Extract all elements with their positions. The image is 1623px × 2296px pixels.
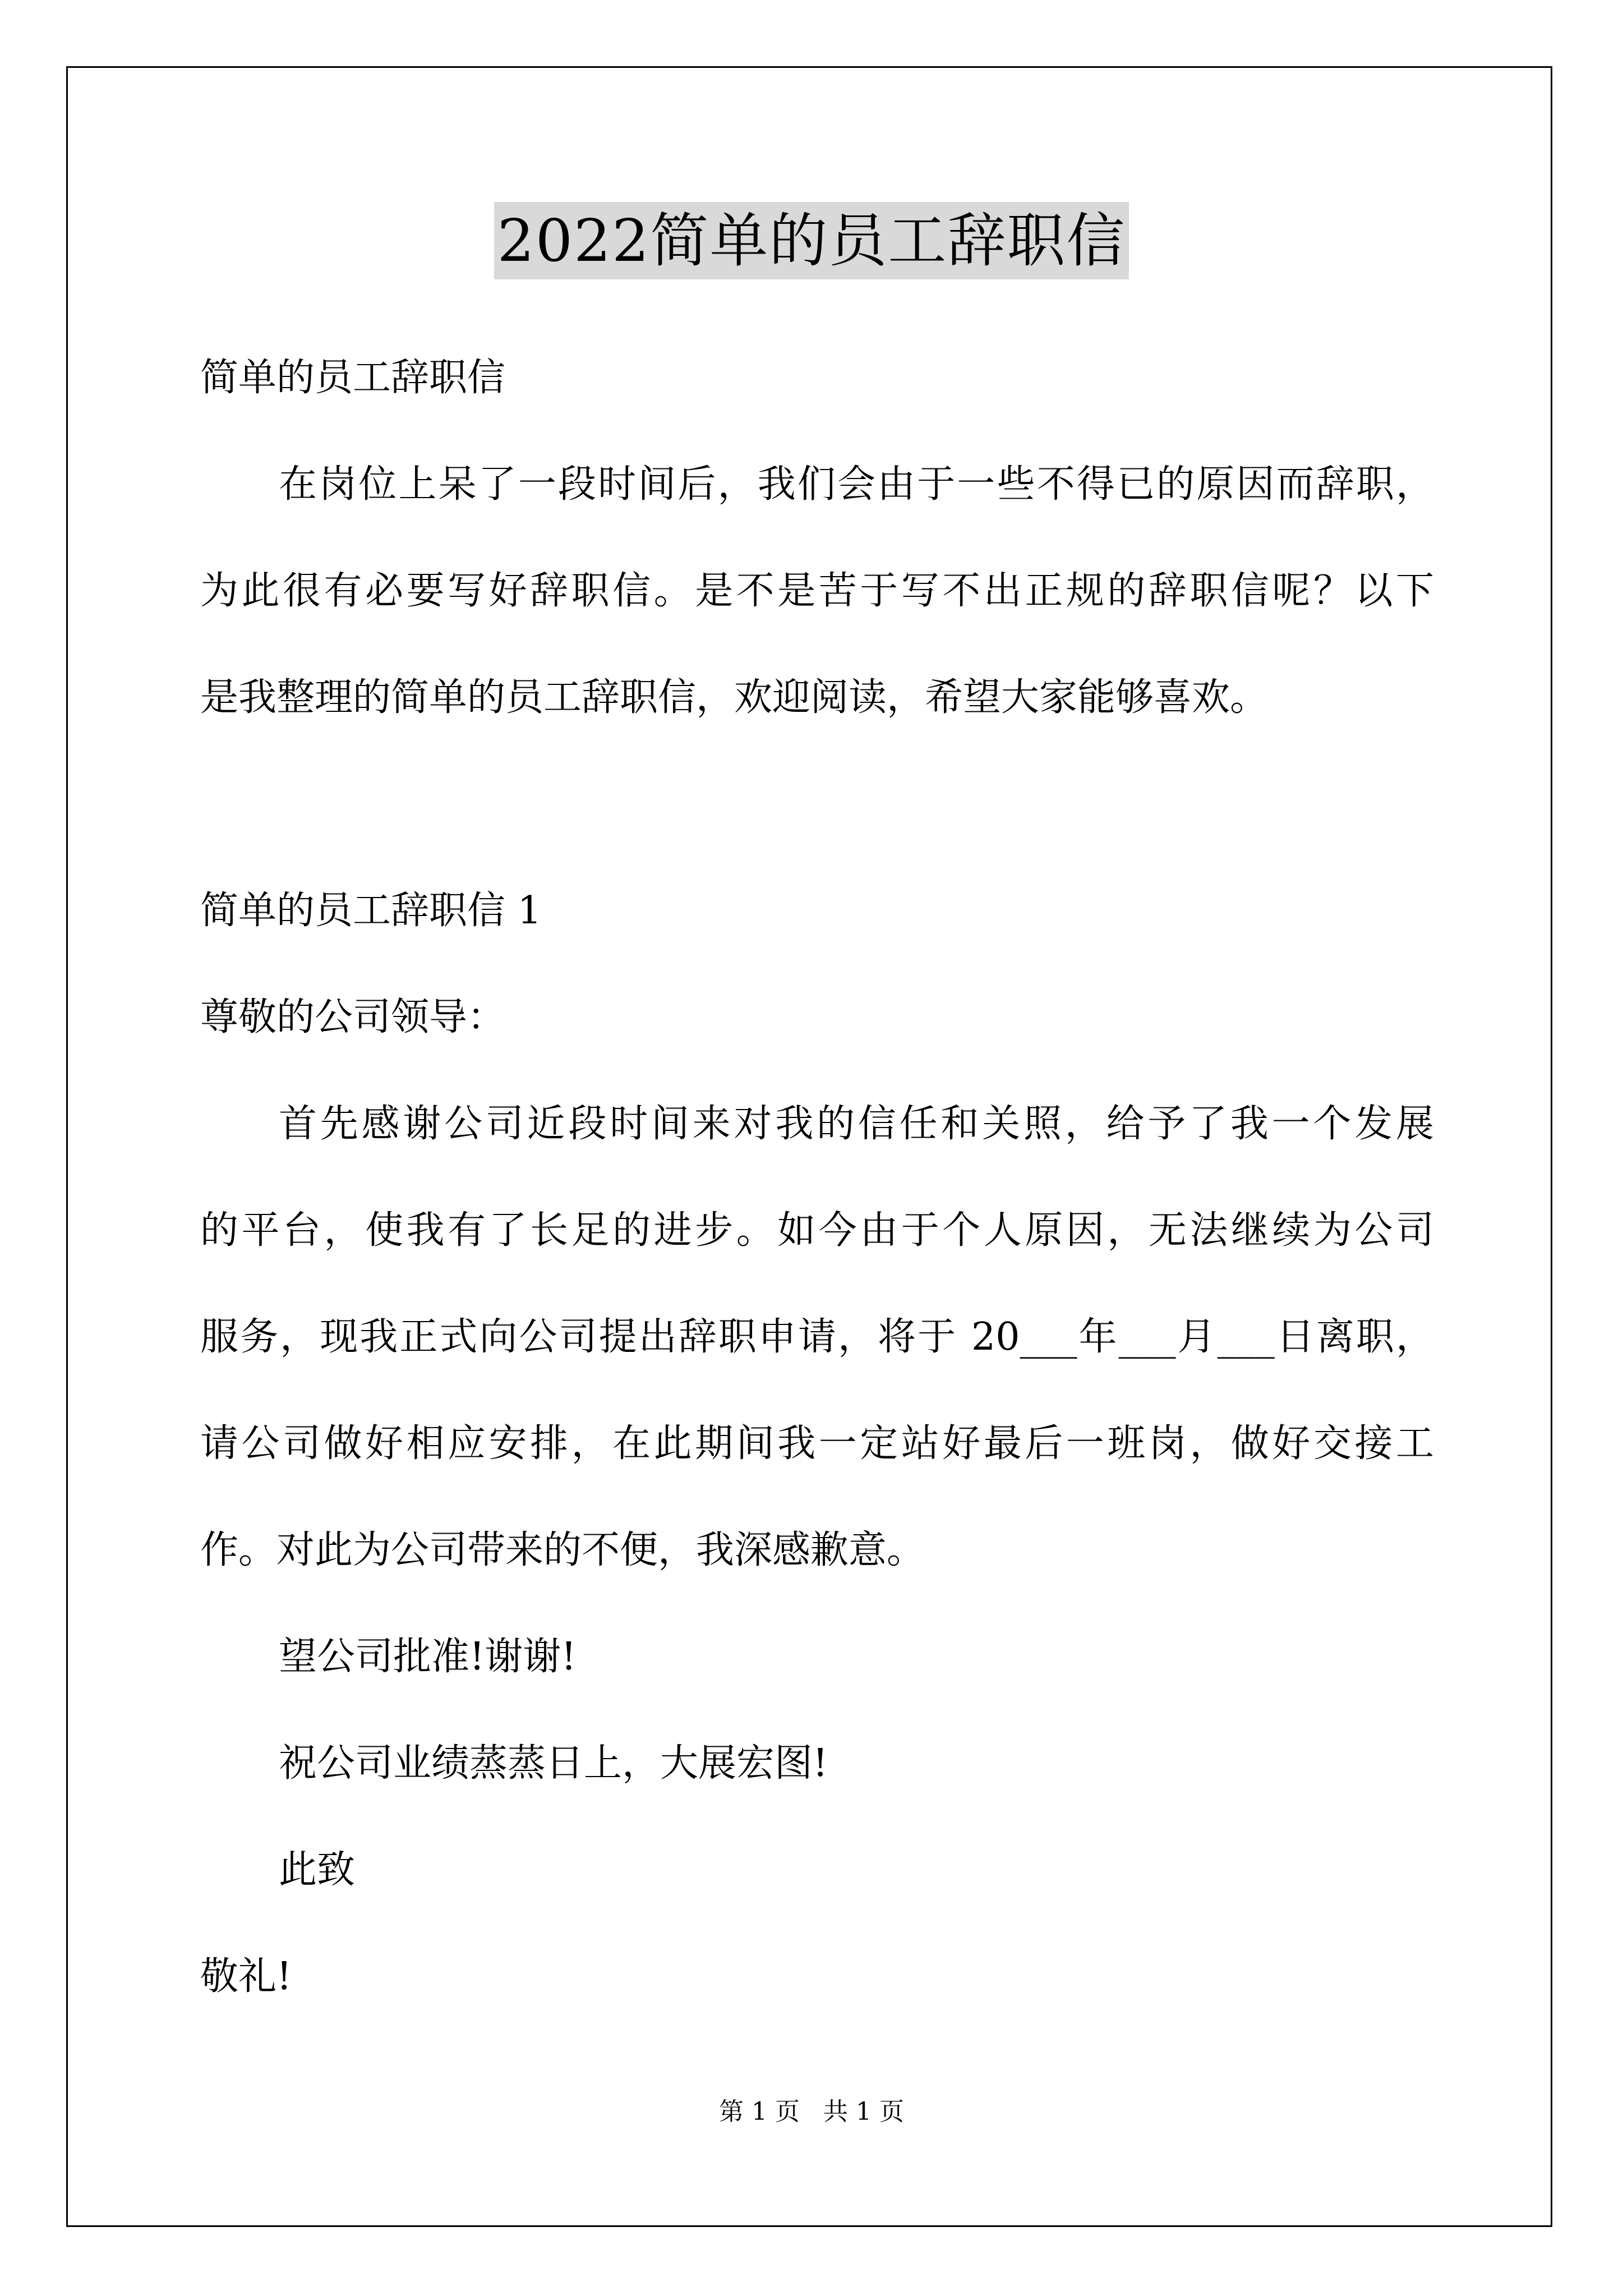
intro-line-3: 是我整理的简单的员工辞职信，欢迎阅读，希望大家能够喜欢。 [200, 675, 1269, 720]
document-subtitle: 简单的员工辞职信 [200, 356, 506, 400]
closing-line-2: 祝公司业绩蒸蒸日上，大展宏图! [279, 1741, 828, 1786]
body-line-5: 作。对此为公司带来的不便，我深感歉意。 [200, 1528, 925, 1572]
title-block [0, 202, 1623, 279]
regards: 敬礼! [200, 1954, 292, 1999]
document-title: 2022简单的员工辞职信 [494, 202, 1129, 279]
body-line-1: 首先感谢公司近段时间来对我的信任和关照，给予了我一个发展 [279, 1102, 1434, 1146]
body-line-3: 服务，现我正式向公司提出辞职申请，将于 20___年___月___日离职， [200, 1315, 1434, 1359]
salutation: 尊敬的公司领导： [200, 995, 506, 1039]
body-line-2: 的平台，使我有了长足的进步。如今由于个人原因，无法继续为公司 [200, 1208, 1434, 1253]
page-total: 共 1 页 [823, 2097, 904, 2126]
intro-line-1: 在岗位上呆了一段时间后，我们会由于一些不得已的原因而辞职， [279, 462, 1434, 507]
closing-line-1: 望公司批准!谢谢! [279, 1635, 577, 1679]
body-line-4: 请公司做好相应安排，在此期间我一定站好最后一班岗，做好交接工 [200, 1421, 1434, 1466]
section-heading: 简单的员工辞职信 1 [200, 889, 542, 933]
closing-line-3: 此致 [279, 1848, 356, 1892]
page-footer [0, 2096, 1623, 2128]
intro-line-2: 为此很有必要写好辞职信。是不是苦于写不出正规的辞职信呢？以下 [200, 569, 1434, 613]
page-number: 第 1 页 [719, 2097, 800, 2126]
